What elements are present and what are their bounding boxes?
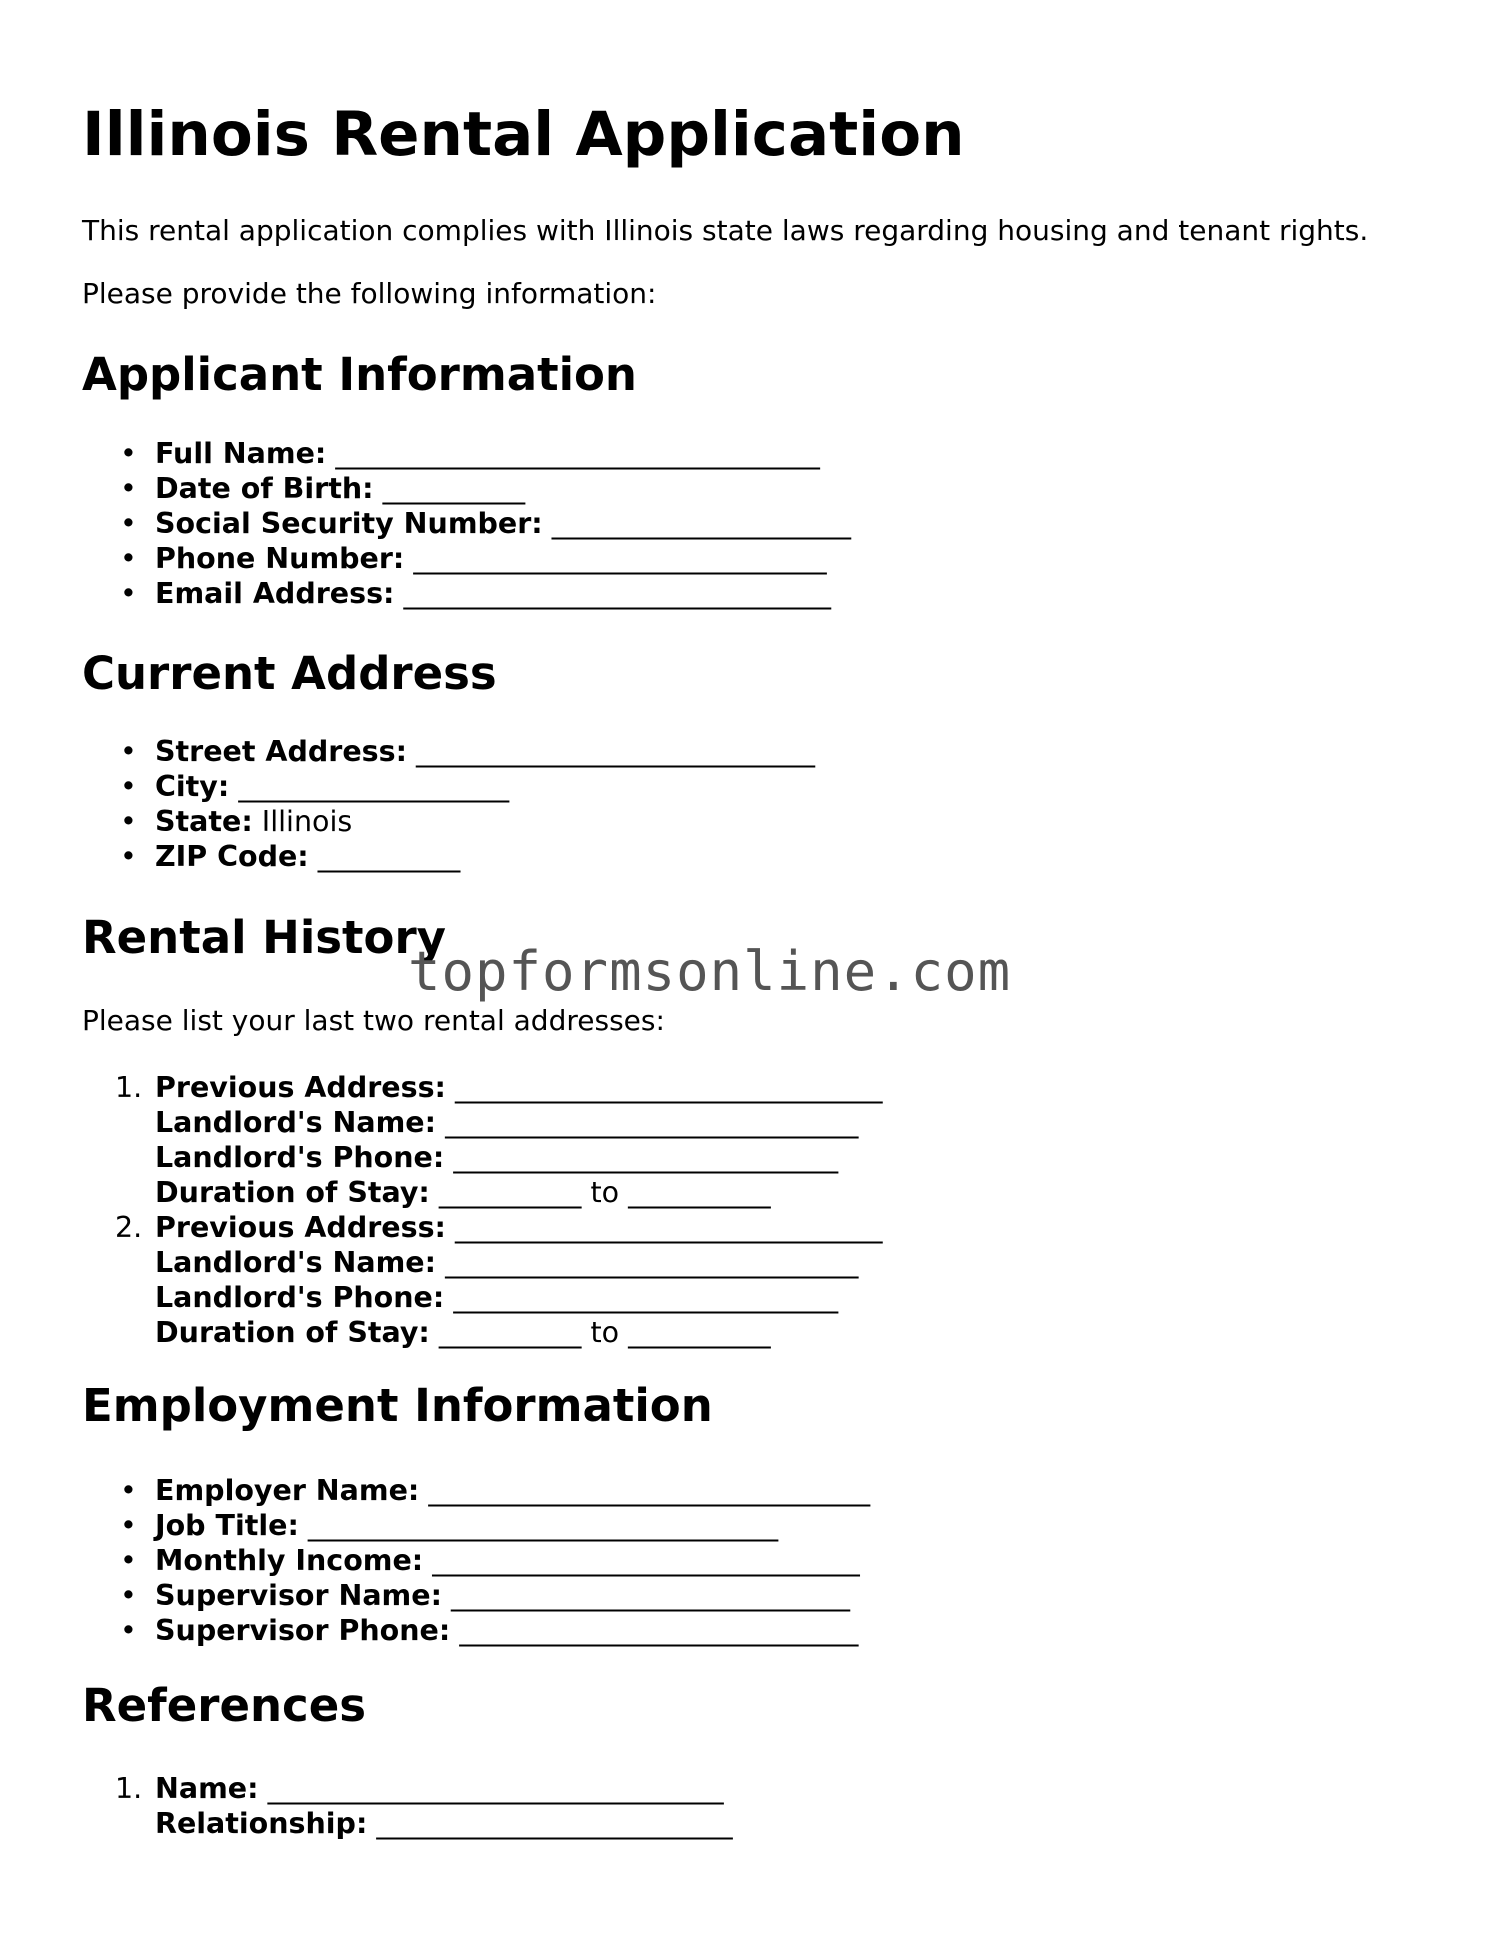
field-label: Name:: [155, 1772, 259, 1805]
list-item: [82, 471, 851, 506]
section-heading-applicant: Applicant Information: [82, 348, 637, 401]
field-label: Social Security Number:: [155, 507, 543, 540]
fill-blank[interactable]: ___________________________: [453, 1141, 839, 1174]
fill-blank[interactable]: __________________________________: [335, 437, 820, 470]
field-label: Landlord's Name:: [155, 1106, 437, 1139]
fill-blank[interactable]: _____________________________: [445, 1106, 859, 1139]
page-title: Illinois Rental Application: [82, 99, 965, 170]
fill-blank[interactable]: ______________________________: [432, 1544, 860, 1577]
fill-blank[interactable]: __________: [628, 1316, 771, 1349]
field-label: Landlord's Phone:: [155, 1281, 445, 1314]
instruction-text: Please provide the following information:: [82, 277, 657, 310]
fill-blank[interactable]: ____________________________: [416, 735, 816, 768]
list-item: [82, 576, 851, 611]
field-label: Duration of Stay:: [155, 1176, 430, 1209]
field-label: Employer Name:: [155, 1474, 420, 1507]
list-item: [82, 1578, 870, 1613]
intro-text: This rental application complies with Illinois state laws regarding housing and tenant rights.: [82, 214, 1369, 247]
references-list: [82, 1771, 733, 1841]
field-label: Supervisor Name:: [155, 1579, 442, 1612]
section-heading-references: References: [82, 1679, 366, 1732]
fill-blank[interactable]: _________________________: [376, 1807, 733, 1840]
fill-blank[interactable]: _____________________________: [413, 542, 827, 575]
list-item: [82, 1473, 870, 1508]
field-label: Full Name:: [155, 437, 327, 470]
list-item: [82, 436, 851, 471]
applicant-fields-list: [82, 436, 851, 611]
list-item: [82, 734, 815, 769]
reference-entry: [82, 1771, 733, 1841]
list-item: [82, 541, 851, 576]
entry-number: 1.: [115, 1071, 143, 1104]
fill-blank[interactable]: ______________________________: [403, 577, 831, 610]
field-label: Previous Address:: [155, 1071, 446, 1104]
to-word: to: [590, 1176, 620, 1209]
fill-blank[interactable]: __________: [382, 472, 526, 505]
field-label: Date of Birth:: [155, 472, 374, 505]
field-label: Street Address:: [155, 735, 407, 768]
field-label: Duration of Stay:: [155, 1316, 430, 1349]
field-label: Email Address:: [155, 577, 395, 610]
field-label: Previous Address:: [155, 1211, 446, 1244]
fill-blank[interactable]: ____________________________: [451, 1579, 851, 1612]
rental-entry: [82, 1210, 883, 1350]
fill-blank[interactable]: ______________________________: [455, 1071, 883, 1104]
field-label: Job Title:: [155, 1509, 299, 1542]
rental-history-instruction: Please list your last two rental addresses:: [82, 1004, 665, 1037]
field-label: Monthly Income:: [155, 1544, 424, 1577]
entry-number: 1.: [115, 1772, 143, 1805]
list-item: [82, 769, 815, 804]
to-word: to: [590, 1316, 620, 1349]
fill-blank[interactable]: __________: [438, 1316, 582, 1349]
fill-blank[interactable]: __________: [628, 1176, 771, 1209]
section-heading-employment: Employment Information: [82, 1379, 713, 1432]
field-label: Relationship:: [155, 1807, 368, 1840]
fill-blank[interactable]: ____________________________: [459, 1614, 859, 1647]
field-label: City:: [155, 770, 230, 803]
field-label: Supervisor Phone:: [155, 1614, 451, 1647]
fill-blank[interactable]: _____________________: [551, 507, 852, 540]
field-label: ZIP Code:: [155, 840, 309, 873]
list-item: [82, 506, 851, 541]
list-item: [82, 839, 815, 874]
watermark-text: topformsonline.com: [408, 940, 1012, 1003]
section-heading-rental-history: Rental History: [82, 911, 446, 964]
fill-blank[interactable]: _______________________________: [428, 1474, 871, 1507]
field-value: Illinois: [261, 805, 353, 838]
fill-blank[interactable]: _____________________________: [445, 1246, 859, 1279]
fill-blank[interactable]: ________________________________: [267, 1772, 724, 1805]
employment-fields-list: [82, 1473, 870, 1648]
fill-blank[interactable]: _________________________________: [307, 1509, 779, 1542]
rental-entry: [82, 1070, 883, 1210]
section-heading-current-address: Current Address: [82, 647, 497, 700]
list-item: [82, 804, 815, 839]
field-label: State:: [155, 805, 253, 838]
entry-number: 2.: [115, 1211, 143, 1244]
field-label: Phone Number:: [155, 542, 405, 575]
field-label: Landlord's Name:: [155, 1246, 437, 1279]
fill-blank[interactable]: ______________________________: [455, 1211, 883, 1244]
fill-blank[interactable]: ___________________: [238, 770, 510, 803]
list-item: [82, 1508, 870, 1543]
fill-blank[interactable]: ___________________________: [453, 1281, 839, 1314]
current-address-fields-list: [82, 734, 815, 874]
list-item: [82, 1613, 870, 1648]
fill-blank[interactable]: __________: [438, 1176, 582, 1209]
fill-blank[interactable]: __________: [317, 840, 461, 873]
field-label: Landlord's Phone:: [155, 1141, 445, 1174]
list-item: [82, 1543, 870, 1578]
rental-history-list: [82, 1070, 883, 1350]
